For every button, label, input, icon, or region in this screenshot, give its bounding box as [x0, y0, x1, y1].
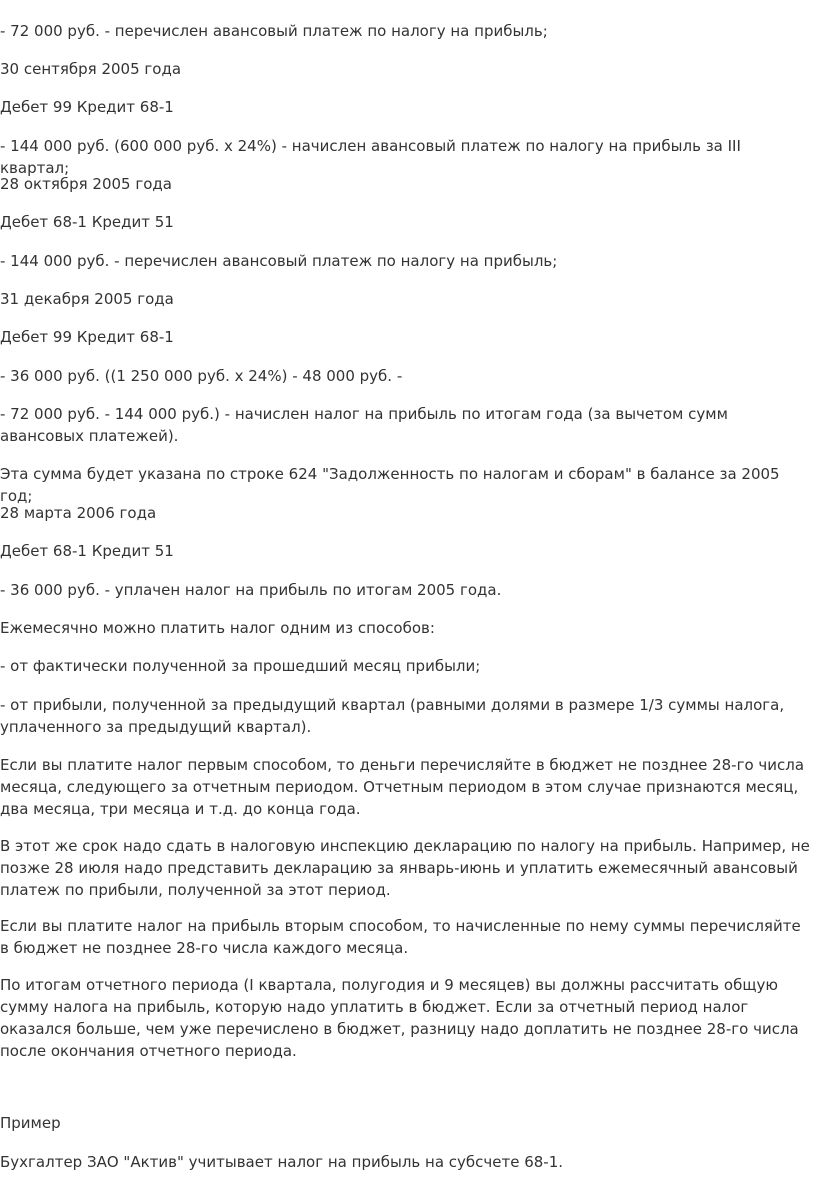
- paragraph-6: Дебет 68-1 Кредит 51: [0, 213, 174, 231]
- paragraph-14: Дебет 68-1 Кредит 51: [0, 542, 174, 560]
- paragraph-9: Дебет 99 Кредит 68-1: [0, 328, 174, 346]
- paragraph-21: Если вы платите налог на прибыль вторым способом, то начисленные по нему суммы перечисляйте в бюджет не позднее 28-го числа каждого месяца.: [0, 917, 801, 957]
- paragraph-11: - 72 000 руб. - 144 000 руб.) - начислен налог на прибыль по итогам года (за вычетом сумм авансовых платежей).: [0, 405, 728, 445]
- paragraph-13: 28 марта 2006 года: [0, 504, 157, 522]
- paragraph-12: Эта сумма будет указана по строке 624 "Задолженность по налогам и сборам" в балансе за 2005 год;: [0, 465, 780, 505]
- paragraph-8: 31 декабря 2005 года: [0, 290, 174, 308]
- paragraph-19: Если вы платите налог первым способом, то деньги перечисляйте в бюджет не позднее 28-го числа месяца, следующего за отчетным периодом. Отчетным периодом в этом случае признаются месяц, два месяца, три месяца и т.д. до конца года.: [0, 756, 805, 818]
- paragraph-22: По итогам отчетного периода (I квартала, полугодия и 9 месяцев) вы должны рассчитать общую сумму налога на прибыль, которую надо уплатить в бюджет. Если за отчетный период налог оказался больше, чем уже перечислено в бюджет, разницу надо доплатить не позднее 28-го числа после окончания отчетного периода.: [0, 976, 799, 1060]
- paragraph-18: - от прибыли, полученной за предыдущий квартал (равными долями в размере 1/3 суммы налога, уплаченного за предыдущий квартал).: [0, 696, 785, 736]
- paragraph-7: - 144 000 руб. - перечислен авансовый платеж по налогу на прибыль;: [0, 252, 558, 270]
- paragraph-16: Ежемесячно можно платить налог одним из способов:: [0, 619, 435, 637]
- example-heading: Пример: [0, 1114, 61, 1132]
- paragraph-20: В этот же срок надо сдать в налоговую инспекцию декларацию по налогу на прибыль. Например, не позже 28 июля надо представить декларацию за январь-июнь и уплатить ежемесячный авансовый платеж по прибыли, полученной за этот период.: [0, 837, 810, 899]
- paragraph-15: - 36 000 руб. - уплачен налог на прибыль по итогам 2005 года.: [0, 581, 502, 599]
- paragraph-17: - от фактически полученной за прошедший месяц прибыли;: [0, 657, 481, 675]
- paragraph-3: Дебет 99 Кредит 68-1: [0, 98, 174, 116]
- paragraph-1: - 72 000 руб. - перечислен авансовый платеж по налогу на прибыль;: [0, 22, 548, 40]
- paragraph-2: 30 сентября 2005 года: [0, 60, 182, 78]
- paragraph-24: Бухгалтер ЗАО "Актив" учитывает налог на прибыль на субсчете 68-1.: [0, 1153, 564, 1171]
- paragraph-10: - 36 000 руб. ((1 250 000 руб. x 24%) - 48 000 руб. -: [0, 367, 403, 385]
- paragraph-4: - 144 000 руб. (600 000 руб. x 24%) - начислен авансовый платеж по налогу на прибыль за III квартал;: [0, 137, 741, 177]
- paragraph-5: 28 октября 2005 года: [0, 175, 172, 193]
